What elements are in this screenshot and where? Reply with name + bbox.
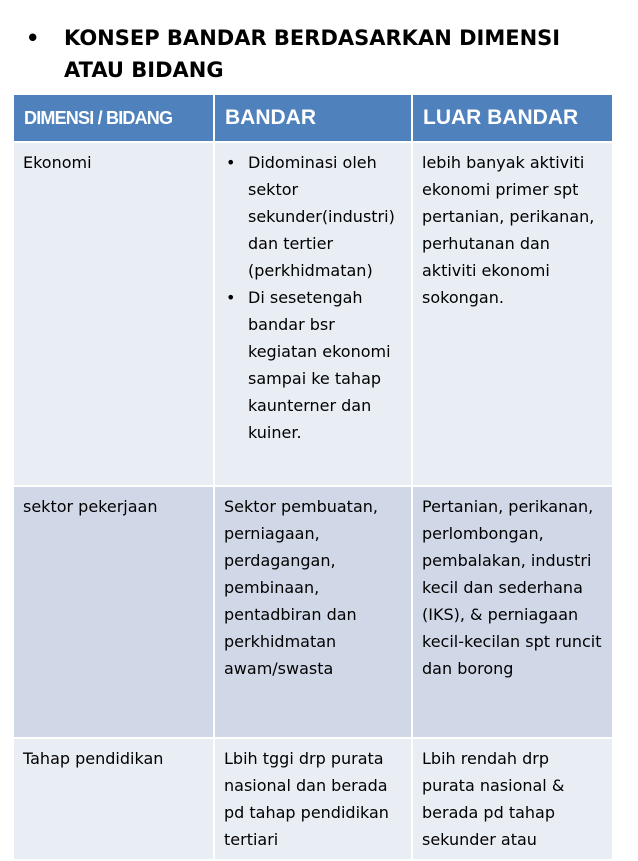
table-row xyxy=(14,738,612,860)
table-row xyxy=(14,486,612,738)
cell-luar-bandar: Lbih rendah drp purata nasional & berada pd tahap sekunder atau xyxy=(412,738,612,860)
cell-bandar: Sektor pembuatan, perniagaan, perdagangan, pembinaan, pentadbiran dan perkhidmatan awam/swasta xyxy=(214,486,412,738)
list-item: • Di sesetengah bandar bsr kegiatan ekonomi sampai ke tahap kaunterner dan kuiner. xyxy=(224,284,402,446)
title-text: KONSEP BANDAR BERDASARKAN DIMENSI ATAU BIDANG xyxy=(64,26,561,82)
slide-title xyxy=(26,22,616,86)
cell-bandar xyxy=(214,142,412,486)
table-row xyxy=(14,142,612,486)
title-bullet: • xyxy=(26,26,40,50)
cell-dimension: Tahap pendidikan xyxy=(14,738,214,860)
list-item: • Didominasi oleh sektor sekunder(industri) dan tertier (perkhidmatan) xyxy=(224,149,402,284)
bandar-bullet-list xyxy=(224,149,402,446)
cell-luar-bandar: Pertanian, perikanan, perlombongan, pembalakan, industri kecil dan sederhana (IKS), & perniagaan kecil-kecilan spt runcit dan borong xyxy=(412,486,612,738)
header-dimension: DIMENSI / BIDANG xyxy=(14,95,214,142)
table-header-row xyxy=(14,95,612,142)
comparison-table xyxy=(14,95,612,861)
header-bandar: BANDAR xyxy=(214,95,412,142)
cell-dimension: Ekonomi xyxy=(14,142,214,486)
cell-bandar: Lbih tggi drp purata nasional dan berada pd tahap pendidikan tertiari xyxy=(214,738,412,860)
header-luar-bandar: LUAR BANDAR xyxy=(412,95,612,142)
cell-dimension: sektor pekerjaan xyxy=(14,486,214,738)
cell-luar-bandar: lebih banyak aktiviti ekonomi primer spt pertanian, perikanan, perhutanan dan aktiviti ekonomi sokongan. xyxy=(412,142,612,486)
